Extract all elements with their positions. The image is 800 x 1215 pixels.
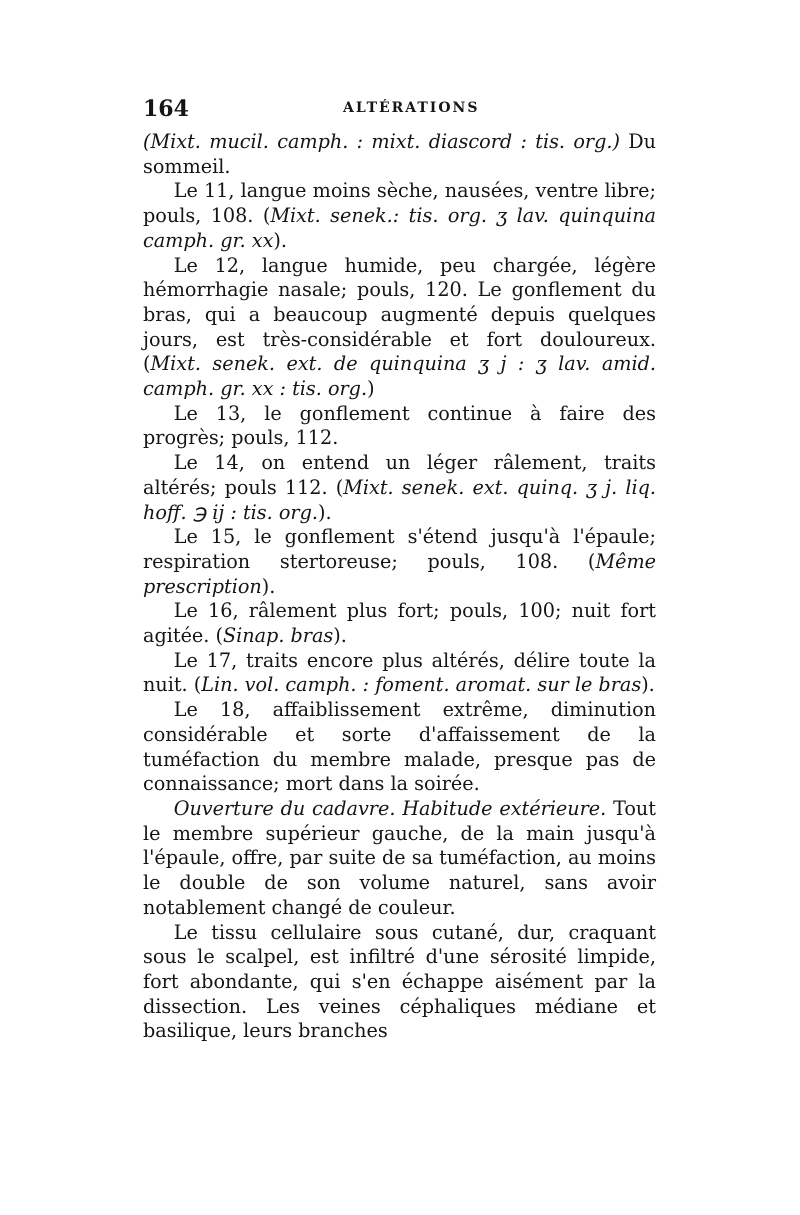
text-run: ).: [273, 228, 287, 252]
running-title: ALTÉRATIONS: [343, 100, 480, 116]
italic-text-run: Sinap. bras: [222, 624, 334, 648]
text-run: Le 18, affaiblissement extrême, diminution considérable et sorte d'affaissement de la tuméfaction du membre malade, presque pas de connaissance; mort dans la soirée.: [143, 698, 656, 796]
italic-text-run: Ouverture du cadavre. Habitude extérieure.: [173, 796, 607, 820]
paragraph: [143, 921, 656, 1045]
text-run: Tout le membre supérieur gauche, de la main jusqu'à l'épaule, offre, par suite de sa tuméfaction, au moins le double de son volume naturel, sans avoir notablement changé de couleur.: [143, 796, 656, 919]
body-text: [143, 130, 656, 1044]
text-run: ).: [261, 574, 276, 598]
italic-text-run: Même prescription: [143, 549, 656, 598]
page-number: 164: [143, 96, 189, 122]
italic-text-run: Mixt. senek. ext. de quinquina ʒ j : ʒ lav. amid. camph. gr. xx : tis. org.: [143, 352, 656, 401]
text-run: Du sommeil.: [143, 130, 657, 178]
paragraph: [143, 649, 656, 698]
text-run: Le tissu cellulaire sous cutané, dur, craquant sous le scalpel, est infiltré d'une sérosité limpide, fort abondante, qui s'en échappe aisément par la dissection. Les veines céphaliques médiane et basilique, leurs branches: [143, 920, 656, 1043]
text-run: Le 15, le gonflement s'étend jusqu'à l'épaule; respiration stertoreuse; pouls, 108. (: [143, 525, 656, 573]
text-run: ): [367, 377, 375, 401]
paragraph: [143, 179, 656, 253]
text-run: ).: [333, 624, 347, 648]
text-run: Le 17, traits encore plus altérés, délire toute la nuit. (: [143, 648, 656, 697]
text-run: ).: [641, 673, 655, 697]
text-run: Le 14, on entend un léger râlement, traits altérés; pouls 112. (: [143, 451, 656, 499]
paragraph: [143, 254, 656, 402]
text-run: Le 13, le gonflement continue à faire des progrès; pouls, 112.: [143, 401, 656, 450]
paragraph: [143, 797, 656, 921]
paragraph: [143, 402, 656, 451]
text-run: Le 16, râlement plus fort; pouls, 100; nuit fort agitée. (: [143, 599, 656, 648]
text-run: Le 11, langue moins sèche, nausées, ventre libre; pouls, 108. (: [143, 179, 656, 228]
italic-text-run: Lin. vol. camph. : foment. aromat. sur le bras: [201, 673, 642, 697]
page-header: [143, 96, 656, 128]
paragraph: [143, 451, 656, 525]
paragraph: [143, 130, 656, 179]
paragraph: [143, 599, 656, 648]
text-run: ).: [317, 500, 332, 524]
italic-text-run: Mixt. senek.: tis. org. ʒ lav. quinquina camph. gr. xx: [143, 204, 656, 252]
text-run: Le 12, langue humide, peu chargée, légère hémorrhagie nasale; pouls, 120. Le gonflement du bras, qui a beaucoup augmenté depuis quelques jours, est très-considérable et fort douloureux. (: [143, 253, 656, 376]
italic-text-run: Mixt. senek. ext. quinq. ʒ j. liq. hoff. ℈ ij : tis. org.: [143, 475, 656, 524]
paragraph: [143, 525, 656, 599]
paragraph: [143, 698, 656, 797]
italic-text-run: (Mixt. mucil. camph. : mixt. diascord : tis. org.): [143, 130, 620, 153]
